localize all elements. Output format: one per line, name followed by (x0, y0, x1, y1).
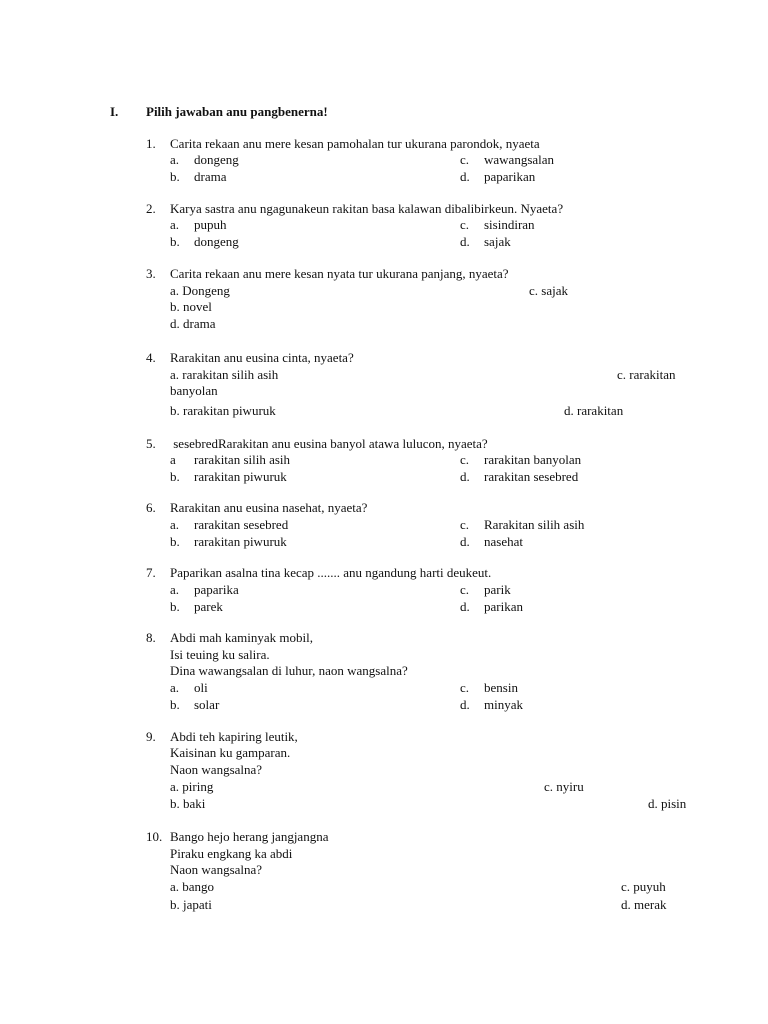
option-b-letter: b. (170, 599, 180, 614)
option-a: rarakitan sesebred (194, 517, 289, 532)
option-b-letter: b. (170, 534, 180, 549)
option-b: b. rarakitan piwuruk (170, 403, 276, 418)
question-line-3: Dina wawangsalan di luhur, naon wangsalna? (170, 663, 408, 678)
question-number: 5. (146, 436, 156, 451)
question-line-1: Abdi mah kaminyak mobil, (170, 630, 313, 645)
question-number: 3. (146, 266, 156, 281)
option-d: rarakitan sesebred (484, 469, 579, 484)
option-c-letter: c. (460, 152, 470, 167)
section-numeral: I. (110, 104, 119, 119)
question-text: Karya sastra anu ngagunakeun rakitan basa kalawan dibalibirkeun. Nyaeta? (170, 201, 564, 216)
option-d-letter: d. (460, 599, 470, 614)
option-c-letter: c. (460, 517, 470, 532)
option-b-letter: b. (170, 234, 180, 249)
option-a: paparika (194, 582, 239, 597)
question-number: 2. (146, 201, 156, 216)
option-d: parikan (484, 599, 523, 614)
option-d: d. drama (170, 316, 216, 331)
option-b: b. baki (170, 796, 206, 811)
question-text: Carita rekaan anu mere kesan nyata tur ukurana panjang, nyaeta? (170, 266, 509, 281)
option-c: wawangsalan (484, 152, 555, 167)
question-line-1: Bango hejo herang jangjangna (170, 829, 329, 844)
option-a: rarakitan silih asih (194, 452, 291, 467)
section-instruction: Pilih jawaban anu pangbenerna! (146, 104, 328, 119)
option-d-letter: d. (460, 534, 470, 549)
option-d: sajak (484, 234, 511, 249)
question-number: 4. (146, 350, 156, 365)
option-a-letter: a (170, 452, 176, 467)
option-c-letter: c. (460, 680, 470, 695)
option-a: dongeng (194, 152, 239, 167)
option-c-letter: c. (460, 582, 470, 597)
option-d-letter: d. (460, 469, 470, 484)
option-c: rarakitan banyolan (484, 452, 582, 467)
option-d: d. rarakitan (564, 403, 624, 418)
option-a: pupuh (194, 217, 227, 232)
option-a: a. bango (170, 879, 215, 894)
option-c: Rarakitan silih asih (484, 517, 585, 532)
question-text: Rarakitan anu eusina nasehat, nyaeta? (170, 500, 368, 515)
question-number: 6. (146, 500, 156, 515)
option-c: parik (484, 582, 511, 597)
option-b: rarakitan piwuruk (194, 534, 287, 549)
question-number: 8. (146, 630, 156, 645)
option-d-letter: d. (460, 234, 470, 249)
question-line-2: Kaisinan ku gamparan. (170, 745, 291, 760)
option-a: a. piring (170, 779, 214, 794)
question-number: 7. (146, 565, 156, 580)
option-c: c. puyuh (621, 879, 666, 894)
option-c: c. rarakitan (617, 367, 676, 382)
option-a-letter: a. (170, 517, 180, 532)
question-text: Paparikan asalna tina kecap ....... anu ngandung harti deukeut. (170, 565, 492, 580)
option-b: b. novel (170, 299, 212, 314)
option-a-letter: a. (170, 680, 180, 695)
option-c-wrap: banyolan (170, 383, 218, 398)
option-b-letter: b. (170, 469, 180, 484)
question-text: Carita rekaan anu mere kesan pamohalan tur ukurana parondok, nyaeta (170, 136, 540, 151)
option-c: c. nyiru (544, 779, 584, 794)
question-line-1: Abdi teh kapiring leutik, (170, 729, 298, 744)
option-a: a. Dongeng (170, 283, 230, 298)
option-d: d. merak (621, 897, 667, 912)
option-b: drama (194, 169, 227, 184)
option-a-letter: a. (170, 217, 180, 232)
question-line-3: Naon wangsalna? (170, 862, 263, 877)
option-b: rarakitan piwuruk (194, 469, 287, 484)
question-text: Rarakitan anu eusina cinta, nyaeta? (170, 350, 354, 365)
option-b-letter: b. (170, 169, 180, 184)
question-line-2: Piraku engkang ka abdi (170, 846, 293, 861)
option-d: minyak (484, 697, 523, 712)
question-line-3: Naon wangsalna? (170, 762, 263, 777)
option-d-letter: d. (460, 169, 470, 184)
option-d-letter: d. (460, 697, 470, 712)
option-c-letter: c. (460, 452, 470, 467)
option-d: nasehat (484, 534, 523, 549)
option-b: parek (194, 599, 223, 614)
option-c-letter: c. (460, 217, 470, 232)
option-b: b. japati (170, 897, 212, 912)
option-a: oli (194, 680, 208, 695)
question-line-2: Isi teuing ku salira. (170, 647, 270, 662)
option-b: solar (194, 697, 220, 712)
question-text: sesebredRarakitan anu eusina banyol atawa lulucon, nyaeta? (170, 436, 488, 451)
option-c: sisindiran (484, 217, 535, 232)
option-c: bensin (484, 680, 518, 695)
question-number: 9. (146, 729, 156, 744)
option-d: paparikan (484, 169, 536, 184)
option-b-letter: b. (170, 697, 180, 712)
question-number: 10. (146, 829, 163, 844)
option-a-letter: a. (170, 152, 180, 167)
option-c: c. sajak (529, 283, 568, 298)
option-a-letter: a. (170, 582, 180, 597)
question-number: 1. (146, 136, 156, 151)
option-a: a. rarakitan silih asih (170, 367, 279, 382)
option-d: d. pisin (648, 796, 687, 811)
option-b: dongeng (194, 234, 239, 249)
